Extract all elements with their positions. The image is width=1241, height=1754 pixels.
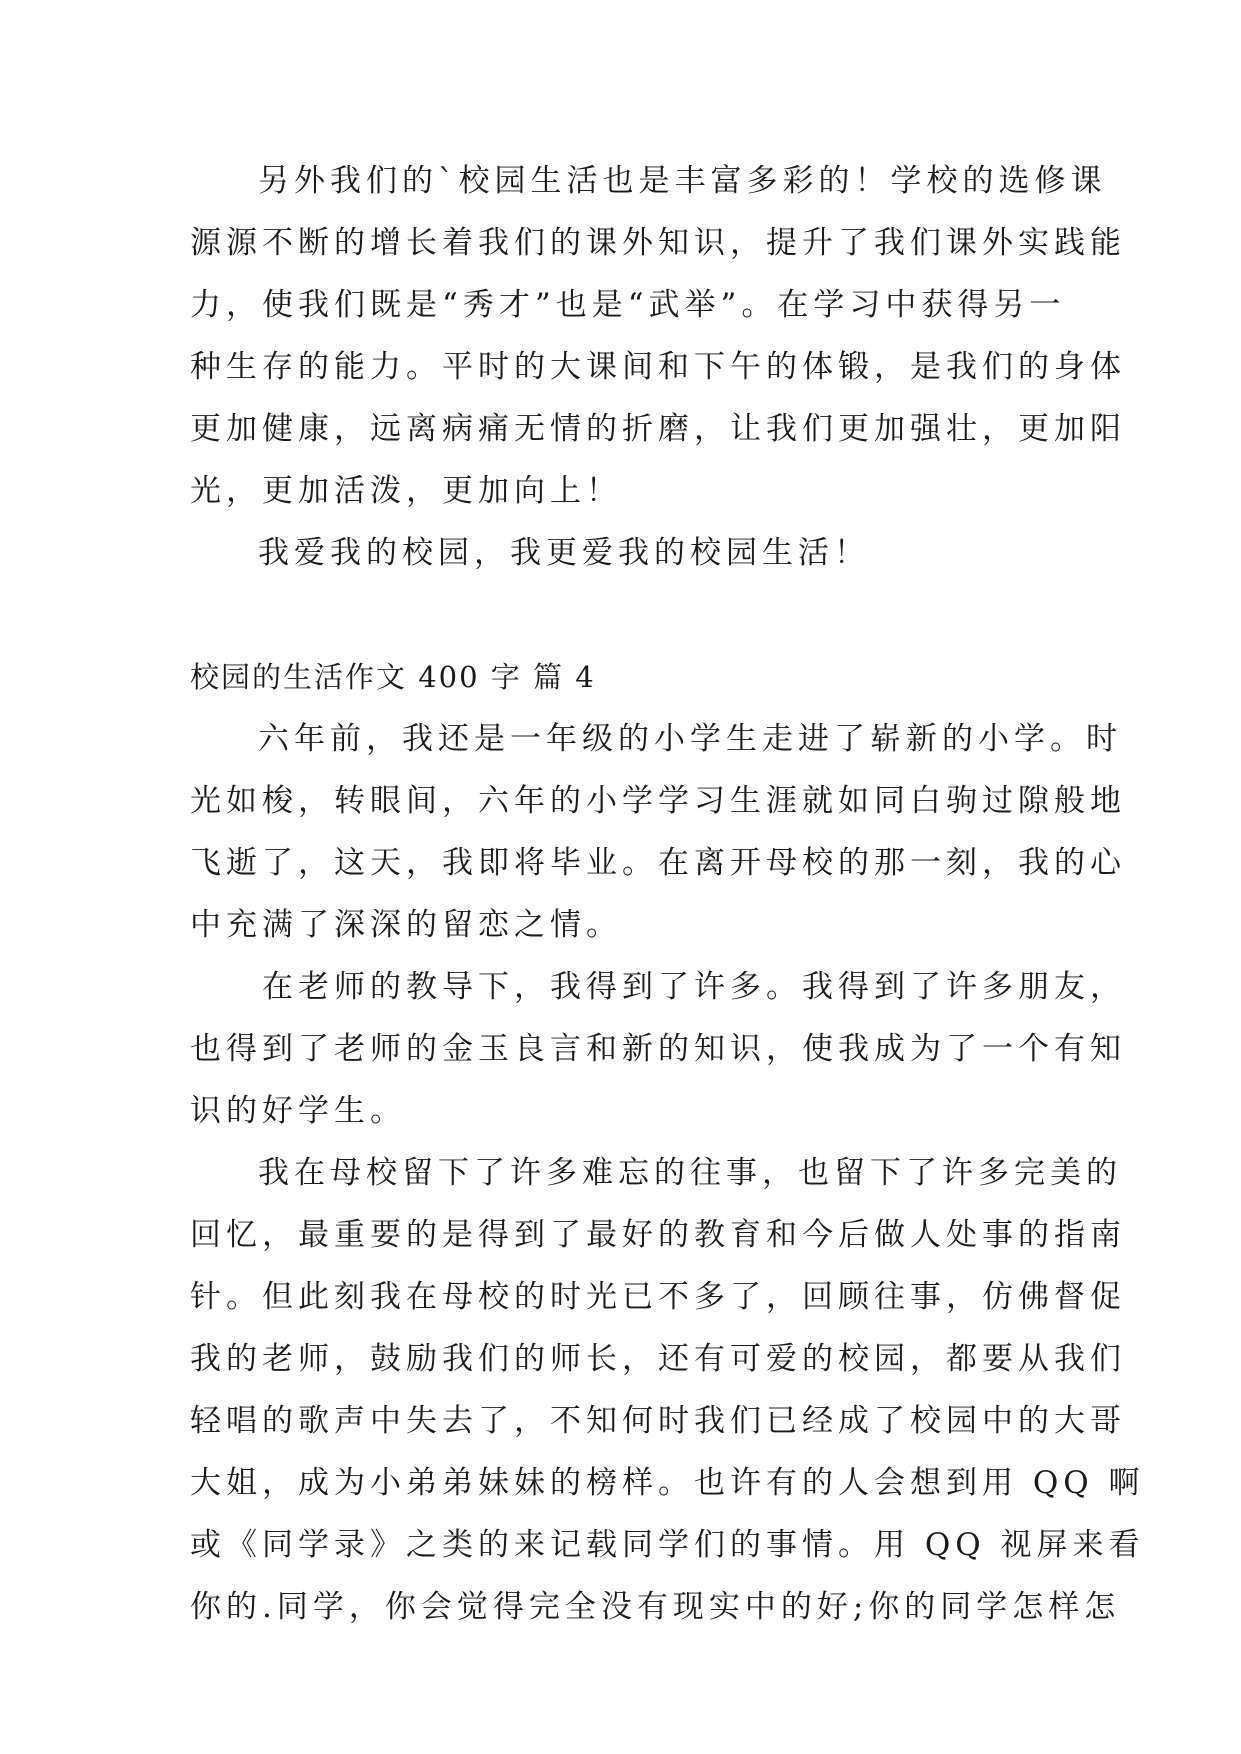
text-line: 我爱我的校园，我更爱我的校园生活！ xyxy=(258,535,870,571)
text-line: 或《同学录》之类的来记载同学们的事情。用 QQ 视屏来看 xyxy=(190,1527,1145,1563)
text-line: 大姐，成为小弟弟妹妹的榜样。也许有的人会想到用 QQ 啊 xyxy=(190,1465,1145,1501)
text-line: 光如梭，转眼间，六年的小学学习生涯就如同白驹过隙般地 xyxy=(190,783,1126,819)
text-line: 另外我们的`校园生活也是丰富多彩的！学校的选修课 xyxy=(258,163,1107,199)
text-line: 光，更加活泼，更加向上！ xyxy=(190,473,622,509)
paragraph-memories xyxy=(190,1142,1145,1638)
text-line: 回忆，最重要的是得到了最好的教育和今后做人处事的指南 xyxy=(190,1217,1126,1253)
text-line: 我的老师，鼓励我们的师长，还有可爱的校园，都要从我们 xyxy=(190,1341,1126,1377)
paragraph-teacher xyxy=(190,956,1126,1142)
text-line: 我在母校留下了许多难忘的往事，也留下了许多完美的 xyxy=(258,1155,1122,1191)
text-line: 在老师的教导下，我得到了许多。我得到了许多朋友， xyxy=(262,969,1126,1005)
text-line: 飞逝了，这天，我即将毕业。在离开母校的那一刻，我的心 xyxy=(190,845,1126,881)
paragraph-love-campus xyxy=(190,522,1060,584)
essay-heading: 校园的生活作文 400 字 篇 4 xyxy=(190,660,596,694)
text-line: 中充满了深深的留恋之情。 xyxy=(190,907,622,943)
text-line: 也得到了老师的金玉良言和新的知识，使我成为了一个有知 xyxy=(190,1031,1126,1067)
document-body xyxy=(190,150,1145,1638)
text-line: 你的.同学，你会觉得完全没有现实中的好;你的同学怎样怎 xyxy=(190,1589,1121,1625)
text-line: 针。但此刻我在母校的时光已不多了，回顾往事，仿佛督促 xyxy=(190,1279,1126,1315)
paragraph-school-life xyxy=(190,150,1126,522)
text-line: 源源不断的增长着我们的课外知识，提升了我们课外实践能 xyxy=(190,225,1126,261)
paragraph-six-years xyxy=(190,708,1126,956)
text-line: 力，使我们既是“秀才”也是“武举”。在学习中获得另一 xyxy=(190,287,1066,323)
text-line: 轻唱的歌声中失去了，不知何时我们已经成了校园中的大哥 xyxy=(190,1403,1126,1439)
section-spacer xyxy=(190,584,1060,646)
text-line: 种生存的能力。平时的大课间和下午的体锻，是我们的身体 xyxy=(190,349,1126,385)
text-line: 六年前，我还是一年级的小学生走进了崭新的小学。时 xyxy=(258,721,1122,757)
text-line: 识的好学生。 xyxy=(190,1093,406,1129)
text-line: 更加健康，远离病痛无情的折磨，让我们更加强壮，更加阳 xyxy=(190,411,1126,447)
